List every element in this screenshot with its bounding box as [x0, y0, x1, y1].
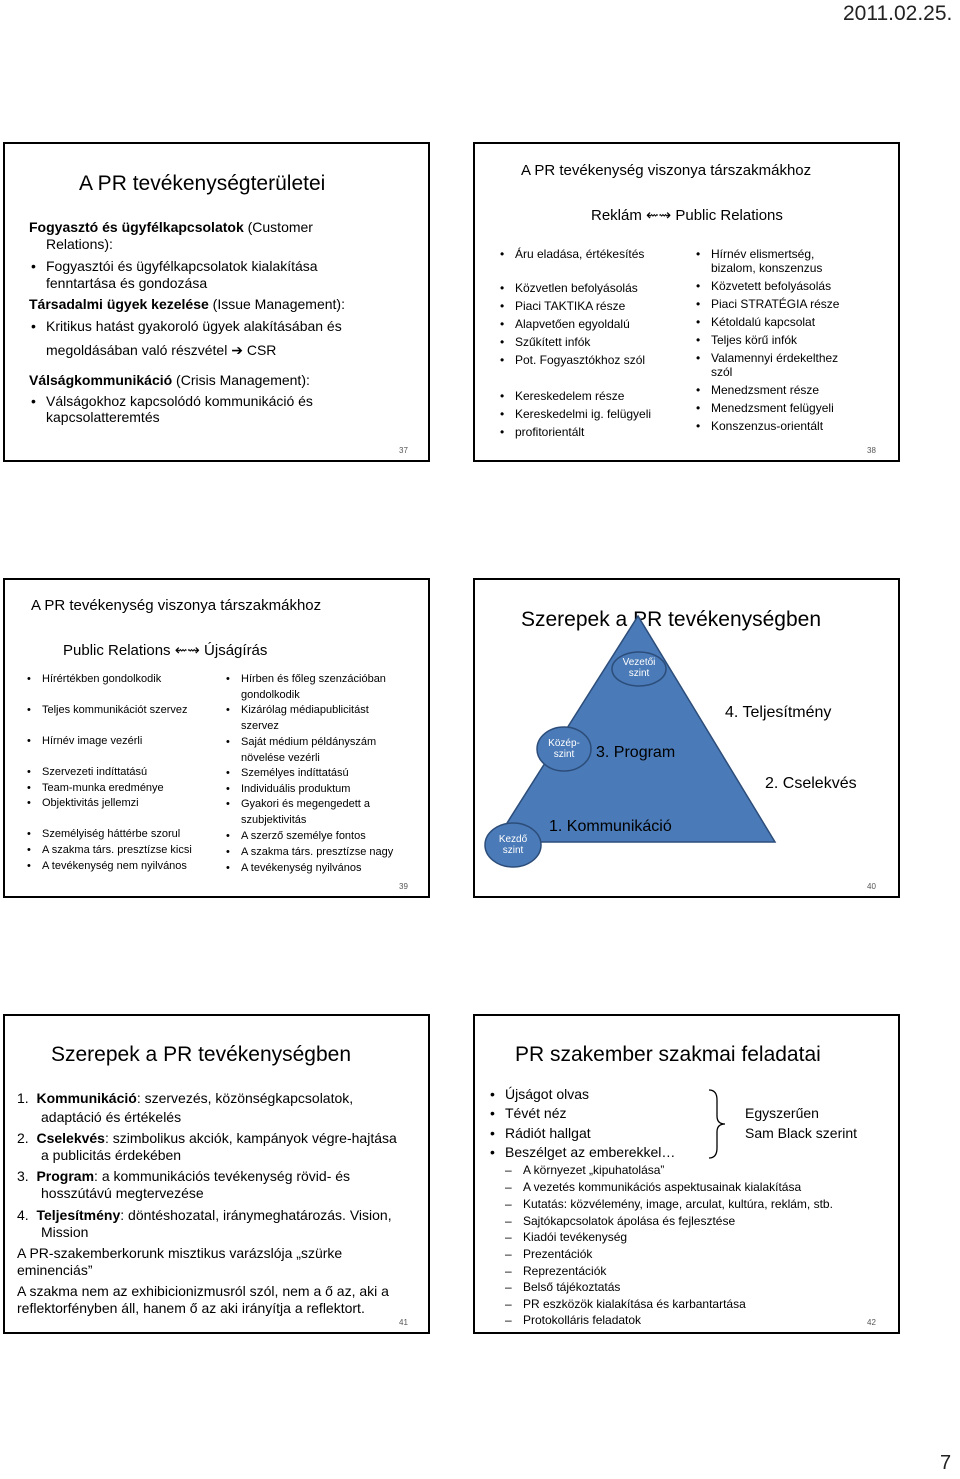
level-program: 3. Program [596, 744, 676, 761]
level-cselekves: 2. Cselekvés [765, 775, 857, 792]
list-item: – Sajtókapcsolatok ápolása és fejlesztése [523, 1215, 735, 1228]
list-item: • profitorientált [515, 426, 584, 439]
slide-41 [3, 1014, 430, 1334]
list-item: • Valamennyi érdekelthez [711, 352, 838, 365]
list-item: • Kereskedelmi ig. felügyeli [515, 408, 651, 421]
roles-diagram [475, 580, 898, 896]
list-item: • Konszenzus-orientált [711, 420, 823, 433]
list-item: • Teljes körű infók [711, 334, 797, 347]
level-teljesitmeny: 4. Teljesítmény [725, 704, 832, 721]
list-item: • Újságot olvas [505, 1087, 589, 1102]
side-note: Egyszerűen [745, 1105, 819, 1121]
list-item: • Kétoldalú kapcsolat [711, 316, 815, 329]
list-item: • Közvetett befolyásolás [711, 280, 831, 293]
list-item: – Kutatás: közvélemény, image, arculat, kultúra, reklám, stb. [523, 1198, 833, 1211]
list-item: szubjektivitás [241, 814, 307, 826]
vezetoi-szint-label: Vezetői szint [622, 657, 656, 679]
slide-40 [473, 578, 900, 898]
bullet-text: • Kritikus hatást gyakoroló ügyek alakításában és [46, 319, 342, 334]
role-item-2: 2. Cselekvés: szimbolikus akciók, kampányok végre-hajtása [17, 1130, 397, 1146]
paragraph: A szakma nem az exhibicionizmusról szól, nem a ő az, aki a [17, 1283, 389, 1299]
list-item: • A tevékenység nem nyilvános [42, 860, 187, 872]
slide-39 [3, 578, 430, 898]
list-item: • Tévét néz [505, 1106, 566, 1121]
list-item: szól [711, 365, 733, 379]
list-item: • Teljes kommunikációt szervez [42, 704, 188, 716]
role-item-4-cont: Mission [41, 1224, 89, 1240]
heading-customer-relations-cont: Relations): [46, 236, 113, 252]
kozepszint-label: Közép- szint [548, 738, 580, 760]
list-item: – A környezet „kipuhatolása” [523, 1164, 664, 1177]
slide-42 [473, 1014, 900, 1334]
heading-customer-relations: Fogyasztó és ügyfélkapcsolatok (Customer [29, 219, 313, 235]
page-date: 2011.02.25. [843, 2, 953, 25]
list-item: • Hírértékben gondolkodik [42, 673, 161, 685]
side-note: Sam Black szerint [745, 1125, 858, 1141]
list-item: • Menedzsment felügyeli [711, 402, 834, 415]
list-item: bizalom, konszenzus [711, 261, 823, 275]
heading-crisis-management: Válságkommunikáció (Crisis Management): [29, 372, 310, 388]
list-item: • Objektivitás jellemzi [42, 797, 139, 809]
list-item: • Áru eladása, értékesítés [515, 248, 644, 261]
role-item-4: 4. Teljesítmény: döntéshozatal, iránymeghatározás. Vision, [17, 1207, 392, 1223]
role-item-2-cont: a publicitás érdekében [41, 1147, 182, 1163]
slide-title: A PR tevékenységterületei [79, 172, 326, 195]
list-item: • Gyakori és megengedett a [241, 798, 370, 810]
role-item-1-cont: adaptáció és értékelés [41, 1109, 182, 1125]
list-item: • Beszélget az emberekkel… [505, 1145, 675, 1160]
slide-subtitle: Reklám ⇜⇝ Public Relations [591, 207, 783, 224]
list-item: • Individuális produktum [241, 783, 350, 795]
roles-triangle [495, 616, 775, 842]
list-item: – Kiadói tevékenység [523, 1231, 627, 1244]
list-item: • Hírben és főleg szenzációban [241, 673, 386, 685]
slide-title: Szerepek a PR tevékenységben [521, 608, 822, 631]
slide-number: 41 [399, 1318, 408, 1327]
slide-number: 39 [399, 882, 408, 891]
paragraph: eminenciás” [17, 1262, 93, 1278]
slide-title: A PR tevékenység viszonya társzakmákhoz [521, 162, 812, 179]
level-kommunikacio: 1. Kommunikáció [549, 818, 672, 835]
double-arrow-icon: ⇜⇝ [174, 642, 200, 659]
slide-title: A PR tevékenység viszonya társzakmákhoz [31, 597, 322, 614]
list-item: – Reprezentációk [523, 1265, 606, 1278]
slide-number: 42 [867, 1318, 876, 1327]
list-item: – Prezentációk [523, 1248, 592, 1261]
list-item: szervez [241, 720, 279, 732]
bullet-text: fenntartása és gondozása [46, 275, 208, 291]
slide-38 [473, 142, 900, 462]
bullet-text: kapcsolatteremtés [46, 409, 160, 425]
list-item: • A tevékenység nyilvános [241, 862, 361, 874]
paragraph: reflektorfényben áll, hanem ő az aki irányítja a reflektort. [17, 1300, 365, 1316]
list-item: • Pot. Fogyasztókhoz szól [515, 354, 645, 367]
list-item: • Piaci STRATÉGIA része [711, 298, 839, 311]
slide-number: 40 [867, 882, 876, 891]
slide-number: 38 [867, 446, 876, 455]
list-item: • Szűkített infók [515, 336, 590, 349]
list-item: növelése vezérli [241, 752, 320, 764]
list-item: • Hírnév image vezérli [42, 735, 142, 747]
slide-37 [3, 142, 430, 462]
list-item: – PR eszközök kialakítása és karbantartása [523, 1298, 746, 1311]
list-item: • A szerző személye fontos [241, 830, 366, 842]
bullet-text: • Válságokhoz kapcsolódó kommunikáció és [46, 394, 313, 409]
list-item: – A vezetés kommunikációs aspektusainak kialakítása [523, 1181, 801, 1194]
role-item-3-cont: hosszútávú megtervezése [41, 1185, 204, 1201]
role-item-3: 3. Program: a kommunikációs tevékenység rövid- és [17, 1168, 351, 1184]
list-item: • Személyiség háttérbe szorul [42, 828, 180, 840]
list-item: • Közvetlen befolyásolás [515, 282, 638, 295]
list-item: • Kereskedelem része [515, 390, 624, 403]
page-number: 7 [940, 1452, 952, 1474]
slide-number: 37 [399, 446, 408, 455]
list-item: • Hírnév elismertség, [711, 248, 814, 261]
kezdo-szint-label: Kezdő szint [498, 834, 528, 856]
slide-title: PR szakember szakmai feladatai [515, 1043, 821, 1066]
list-item: • A szakma társ. presztízse nagy [241, 846, 393, 858]
slide-title: Szerepek a PR tevékenységben [51, 1043, 352, 1066]
list-item: – Protokolláris feladatok [523, 1314, 641, 1327]
list-item: • Személyes indíttatású [241, 767, 349, 779]
list-item: – Belső tájékoztatás [523, 1281, 620, 1294]
list-item: • Team-munka eredménye [42, 782, 164, 794]
list-item: • Piaci TAKTIKA része [515, 300, 625, 313]
double-arrow-icon: ⇜⇝ [646, 207, 672, 224]
bullet-text: megoldásában való részvétel ➔ CSR [46, 342, 277, 358]
bullet-text: • Fogyasztói és ügyfélkapcsolatok kialakítása [46, 259, 318, 274]
heading-issue-management: Társadalmi ügyek kezelése (Issue Management): [29, 296, 345, 312]
list-item: • Alapvetően egyoldalú [515, 318, 630, 331]
role-item-1: 1. Kommunikáció: szervezés, közönségkapcsolatok, [17, 1090, 354, 1106]
list-item: • Saját médium példányszám [241, 736, 376, 748]
arrow-right-icon: ➔ [231, 342, 243, 358]
list-item: • Rádiót hallgat [505, 1126, 591, 1141]
list-item: • Menedzsment része [711, 384, 819, 397]
list-item: gondolkodik [241, 689, 300, 701]
list-item: • Kizárólag médiapublicitást [241, 704, 369, 716]
list-item: • A szakma társ. presztízse kicsi [42, 844, 192, 856]
list-item: • Szervezeti indíttatású [42, 766, 147, 778]
paragraph: A PR-szakemberkorunk misztikus varázslója „szürke [17, 1245, 343, 1261]
right-brace-icon [707, 1088, 727, 1160]
slide-subtitle: Public Relations ⇜⇝ Újságírás [63, 642, 268, 659]
